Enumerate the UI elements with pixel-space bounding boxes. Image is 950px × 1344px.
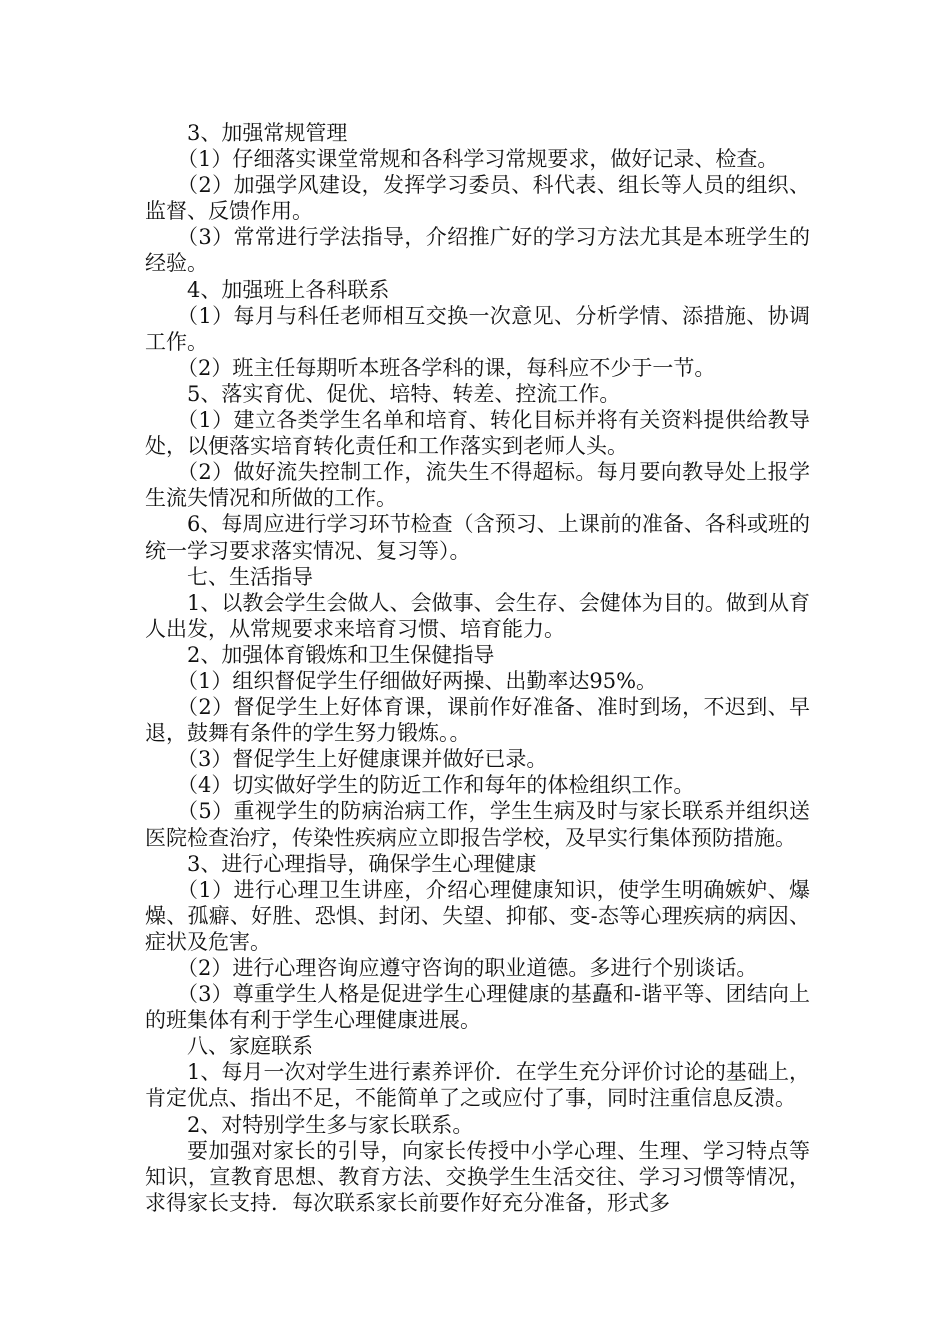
list-item-paragraph: （3）常常进行学法指导，介绍推广好的学习方法尤其是本班学生的经验。 bbox=[145, 225, 810, 276]
list-item-paragraph: （1）每月与科任老师相互交换一次意见、分析学情、添措施、协调工作。 bbox=[145, 303, 810, 354]
section-paragraph: 七、生活指导 bbox=[187, 564, 313, 589]
section-paragraph: 1、以教会学生会做人、会做事、会生存、会健体为目的。做到从育人出发，从常规要求来培育习惯、培育能力。 bbox=[145, 590, 810, 641]
section-paragraph: 2、对特别学生多与家长联系。 bbox=[187, 1112, 474, 1137]
section-paragraph: 4、加强班上各科联系 bbox=[187, 277, 390, 302]
list-item-paragraph: （2）进行心理咨询应遵守咨询的职业道德。多进行个别谈话。 bbox=[177, 956, 758, 980]
list-item-paragraph: （2）做好流失控制工作，流失生不得超标。每月要向教导处上报学生流失情况和所做的工作。 bbox=[145, 460, 810, 511]
list-item-paragraph: （1）建立各类学生名单和培育、转化目标并将有关资料提供给教导处，以便落实培育转化责任和工作落实到老师人头。 bbox=[145, 408, 810, 459]
list-item-paragraph: （1）进行心理卫生讲座，介绍心理健康知识，使学生明确嫉妒、爆燥、孤癖、好胜、恐惧、封闭、失望、抑郁、变-态等心理疾病的病因、症状及危害。 bbox=[145, 877, 810, 954]
list-item-paragraph: （3）尊重学生人格是促进学生心理健康的基矗和-谐平等、团结向上的班集体有利于学生心理健康进展。 bbox=[145, 982, 810, 1033]
section-paragraph: 八、家庭联系 bbox=[187, 1034, 313, 1059]
section-paragraph: 3、加强常规管理 bbox=[187, 121, 348, 145]
list-item-paragraph: （2）督促学生上好体育课，课前作好准备、准时到场，不迟到、早退，鼓舞有条件的学生努力锻炼。。 bbox=[145, 695, 810, 746]
section-paragraph: 3、进行心理指导，确保学生心理健康 bbox=[187, 851, 537, 876]
list-item-paragraph: （4）切实做好学生的防近工作和每年的体检组织工作。 bbox=[177, 773, 695, 798]
list-item-paragraph: （1）组织督促学生仔细做好两操、出勤率达95%。 bbox=[177, 668, 658, 693]
section-paragraph: 6、每周应进行学习环节检查（含预习、上课前的准备、各科或班的统一学习要求落实情况、复习等）。 bbox=[145, 512, 810, 563]
document-page bbox=[145, 120, 810, 1216]
list-item-paragraph: （2）加强学风建设，发挥学习委员、科代表、组长等人员的组织、监督、反馈作用。 bbox=[145, 173, 810, 224]
list-item-paragraph: （5）重视学生的防病治病工作，学生生病及时与家长联系并组织送医院检查治疗，传染性疾病应立即报告学校，及早实行集体预防措施。 bbox=[145, 799, 810, 850]
section-paragraph: 2、加强体育锻炼和卫生保健指导 bbox=[187, 642, 495, 667]
list-item-paragraph: （3）督促学生上好健康课并做好已录。 bbox=[177, 747, 548, 772]
section-paragraph: 要加强对家长的引导，向家长传授中小学心理、生理、学习特点等知识，宣教育思想、教育方法、交换学生生活交往、学习习惯等情况，求得家长支持．每次联系家长前要作好充分准备，形式多 bbox=[145, 1138, 810, 1215]
section-paragraph: 1、每月一次对学生进行素养评价．在学生充分评价讨论的基础上，肯定优点、指出不足，不能简单了之或应付了事，同时注重信息反溃。 bbox=[145, 1060, 810, 1111]
section-paragraph: 5、落实育优、促优、培特、转差、控流工作。 bbox=[187, 381, 621, 406]
list-item-paragraph: （2）班主任每期听本班各学科的课，每科应不少于一节。 bbox=[177, 355, 716, 380]
list-item-paragraph: （1）仔细落实课堂常规和各科学习常规要求，做好记录、检查。 bbox=[177, 147, 779, 172]
